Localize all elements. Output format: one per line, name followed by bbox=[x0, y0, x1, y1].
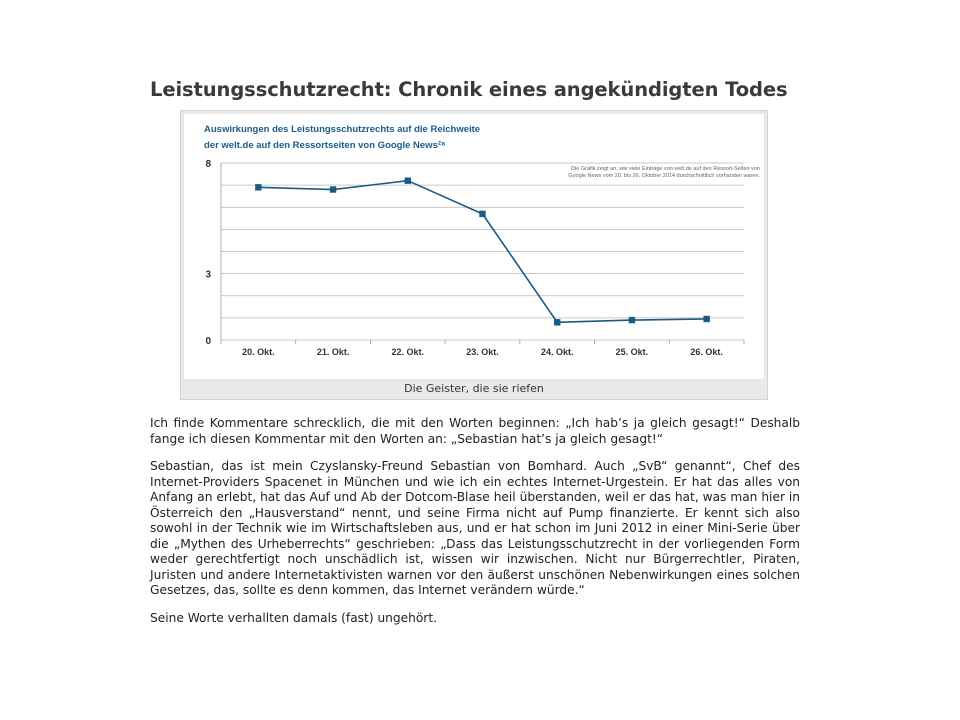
data-point-marker bbox=[405, 178, 411, 184]
data-point-marker bbox=[330, 186, 336, 192]
x-tick-label: 24. Okt. bbox=[540, 347, 574, 357]
x-tick-label: 21. Okt. bbox=[316, 347, 350, 357]
data-point-marker bbox=[554, 319, 560, 325]
x-tick-label: 26. Okt. bbox=[690, 347, 723, 357]
x-tick-label: 20. Okt. bbox=[242, 347, 275, 357]
data-point-marker bbox=[703, 316, 709, 322]
figure-caption: Die Geister, die sie riefen bbox=[404, 382, 544, 395]
chart-panel bbox=[184, 114, 764, 379]
y-tick-label: 8 bbox=[205, 159, 211, 170]
data-point-marker bbox=[479, 211, 485, 217]
chart-title-line-2: der welt.de auf den Ressortseiten von Google News²⁸ bbox=[204, 140, 446, 151]
article-body bbox=[150, 416, 800, 638]
chart-note-line-1: Die Grafik zeigt an, wie viele Einträge von welt.de auf den Ressort-Seiten von bbox=[571, 166, 760, 172]
y-tick-label: 3 bbox=[205, 269, 211, 281]
x-tick-label: 25. Okt. bbox=[615, 347, 649, 357]
data-point-marker bbox=[255, 184, 261, 190]
x-tick-label: 23. Okt. bbox=[466, 347, 499, 357]
x-tick-label: 22. Okt. bbox=[391, 347, 425, 357]
article-title: Leistungsschutzrecht: Chronik eines angekündigten Todes bbox=[150, 78, 788, 101]
paragraph: Sebastian, das ist mein Czyslansky-Freund Sebastian von Bomhard. Auch „SvB“ genannt“, Chef des Internet-Providers Spacenet in München und wie ich ein echtes Internet-Urgestein. Er hat das alles von Anfang an erlebt, hat das Auf und Ab der Dotcom-Blase heil überstanden, weil er das hat, was man hier in Österreich den „Hausverstand“ nennt, und seine Firma nicht auf Pump finanzierte. Er kennt sich also sowohl in der Technik wie im Wirtschaftsleben aus, und er hat schon im Juni 2012 in einer Mini-Serie über die „Mythen des Urheberrechts“ geschrieben: „Dass das Leistungsschutzrecht in der vorliegenden Form weder gerechtfertigt noch unschädlich ist, wissen wir inzwischen. Nicht nur Bürgerrechtler, Piraten, Juristen und andere Internetaktivisten warnen vor den äußerst unschönen Nebenwirkungen eines solchen Gesetzes, das, sollte es denn kommen, das Internet verändern würde.“ bbox=[150, 459, 800, 597]
chart-figure bbox=[180, 110, 768, 400]
data-point-marker bbox=[629, 317, 635, 323]
chart-title-line-1: Auswirkungen des Leistungsschutzrechts auf die Reichweite bbox=[204, 124, 481, 135]
line-chart bbox=[184, 114, 764, 379]
paragraph: Ich finde Kommentare schrecklich, die mit den Worten beginnen: „Ich hab’s ja gleich gesagt!“ Deshalb fange ich diesen Kommentar mit den Worten an: „Sebastian hat’s ja gleich gesagt!“ bbox=[150, 416, 800, 446]
paragraph: Seine Worte verhallten damals (fast) ungehört. bbox=[150, 610, 437, 625]
article bbox=[150, 78, 800, 625]
y-tick-label: 0 bbox=[205, 336, 211, 347]
chart-note-line-2: Google News vom 20. bis 26. Oktober 2014 durchschnittlich vorhanden waren. bbox=[568, 173, 760, 179]
